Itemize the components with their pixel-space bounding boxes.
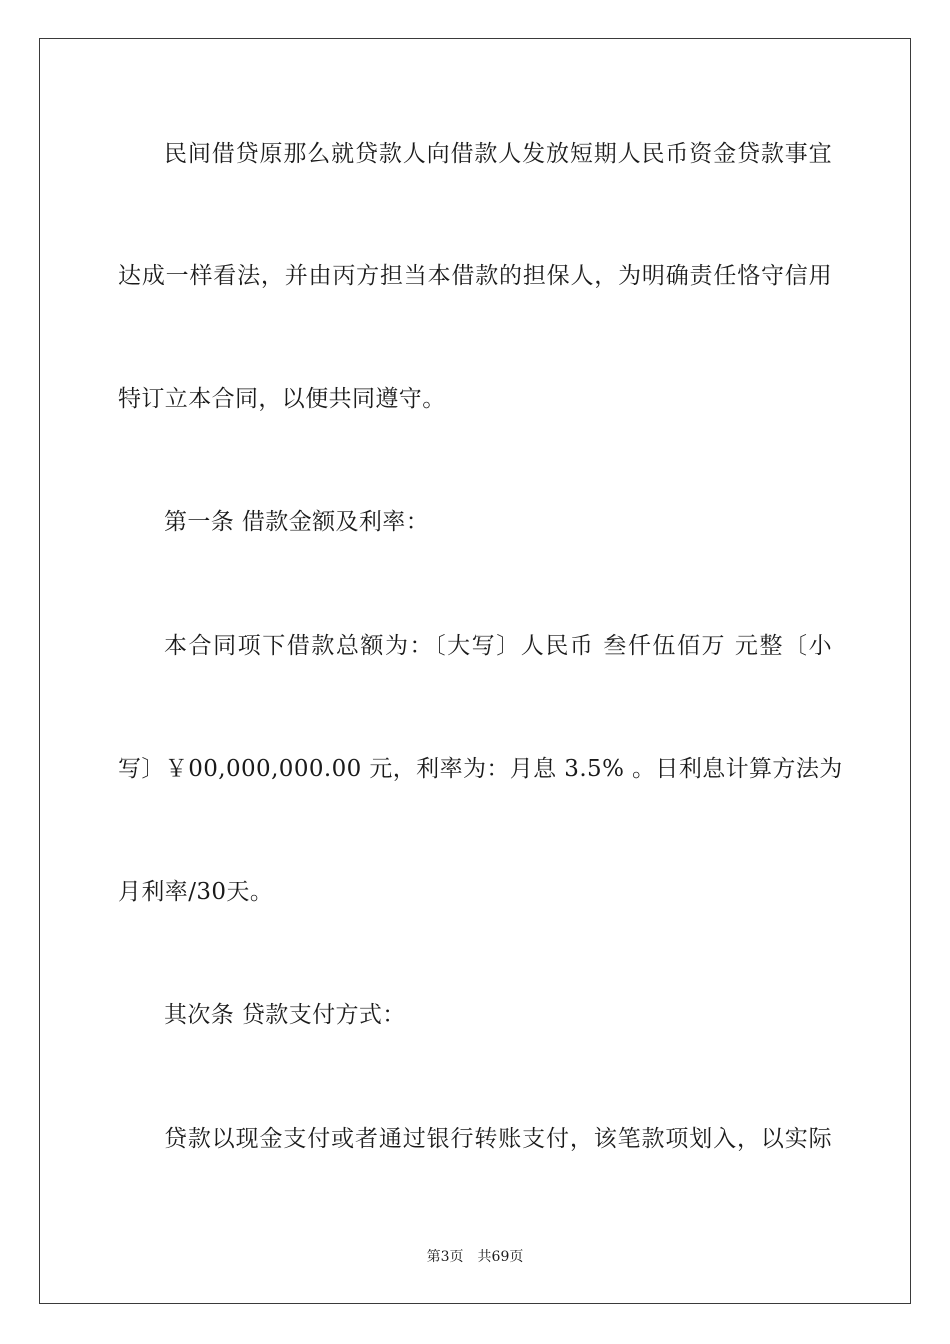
page-footer (0, 1246, 950, 1266)
paragraph-line-2: 达成一样看法，并由丙方担当本借款的担保人，为明确责任恪守信用 (118, 263, 832, 289)
paragraph-line-4: 本合同项下借款总额为：〔大写〕人民币 叁仟伍佰万 元整〔小 (164, 633, 832, 659)
paragraph-line-3: 特订立本合同，以便共同遵守。 (118, 386, 446, 412)
paragraph-line-7: 贷款以现金支付或者通过银行转账支付，该笔款项划入，以实际 (164, 1126, 832, 1152)
paragraph-line-6: 月利率/30天。 (118, 879, 274, 905)
page-border (39, 38, 911, 1304)
section-heading-2: 其次条 贷款支付方式： (164, 1002, 406, 1028)
paragraph-line-5: 写〕￥00,000,000.00 元，利率为：月息 3.5% 。日利息计算方法为 (118, 756, 843, 782)
page-total: 共69页 (477, 1249, 524, 1265)
page-number: 第3页 (426, 1249, 464, 1265)
section-heading-1: 第一条 借款金额及利率： (164, 509, 430, 535)
paragraph-line-1: 民间借贷原那么就贷款人向借款人发放短期人民币资金贷款事宜 (164, 141, 832, 167)
